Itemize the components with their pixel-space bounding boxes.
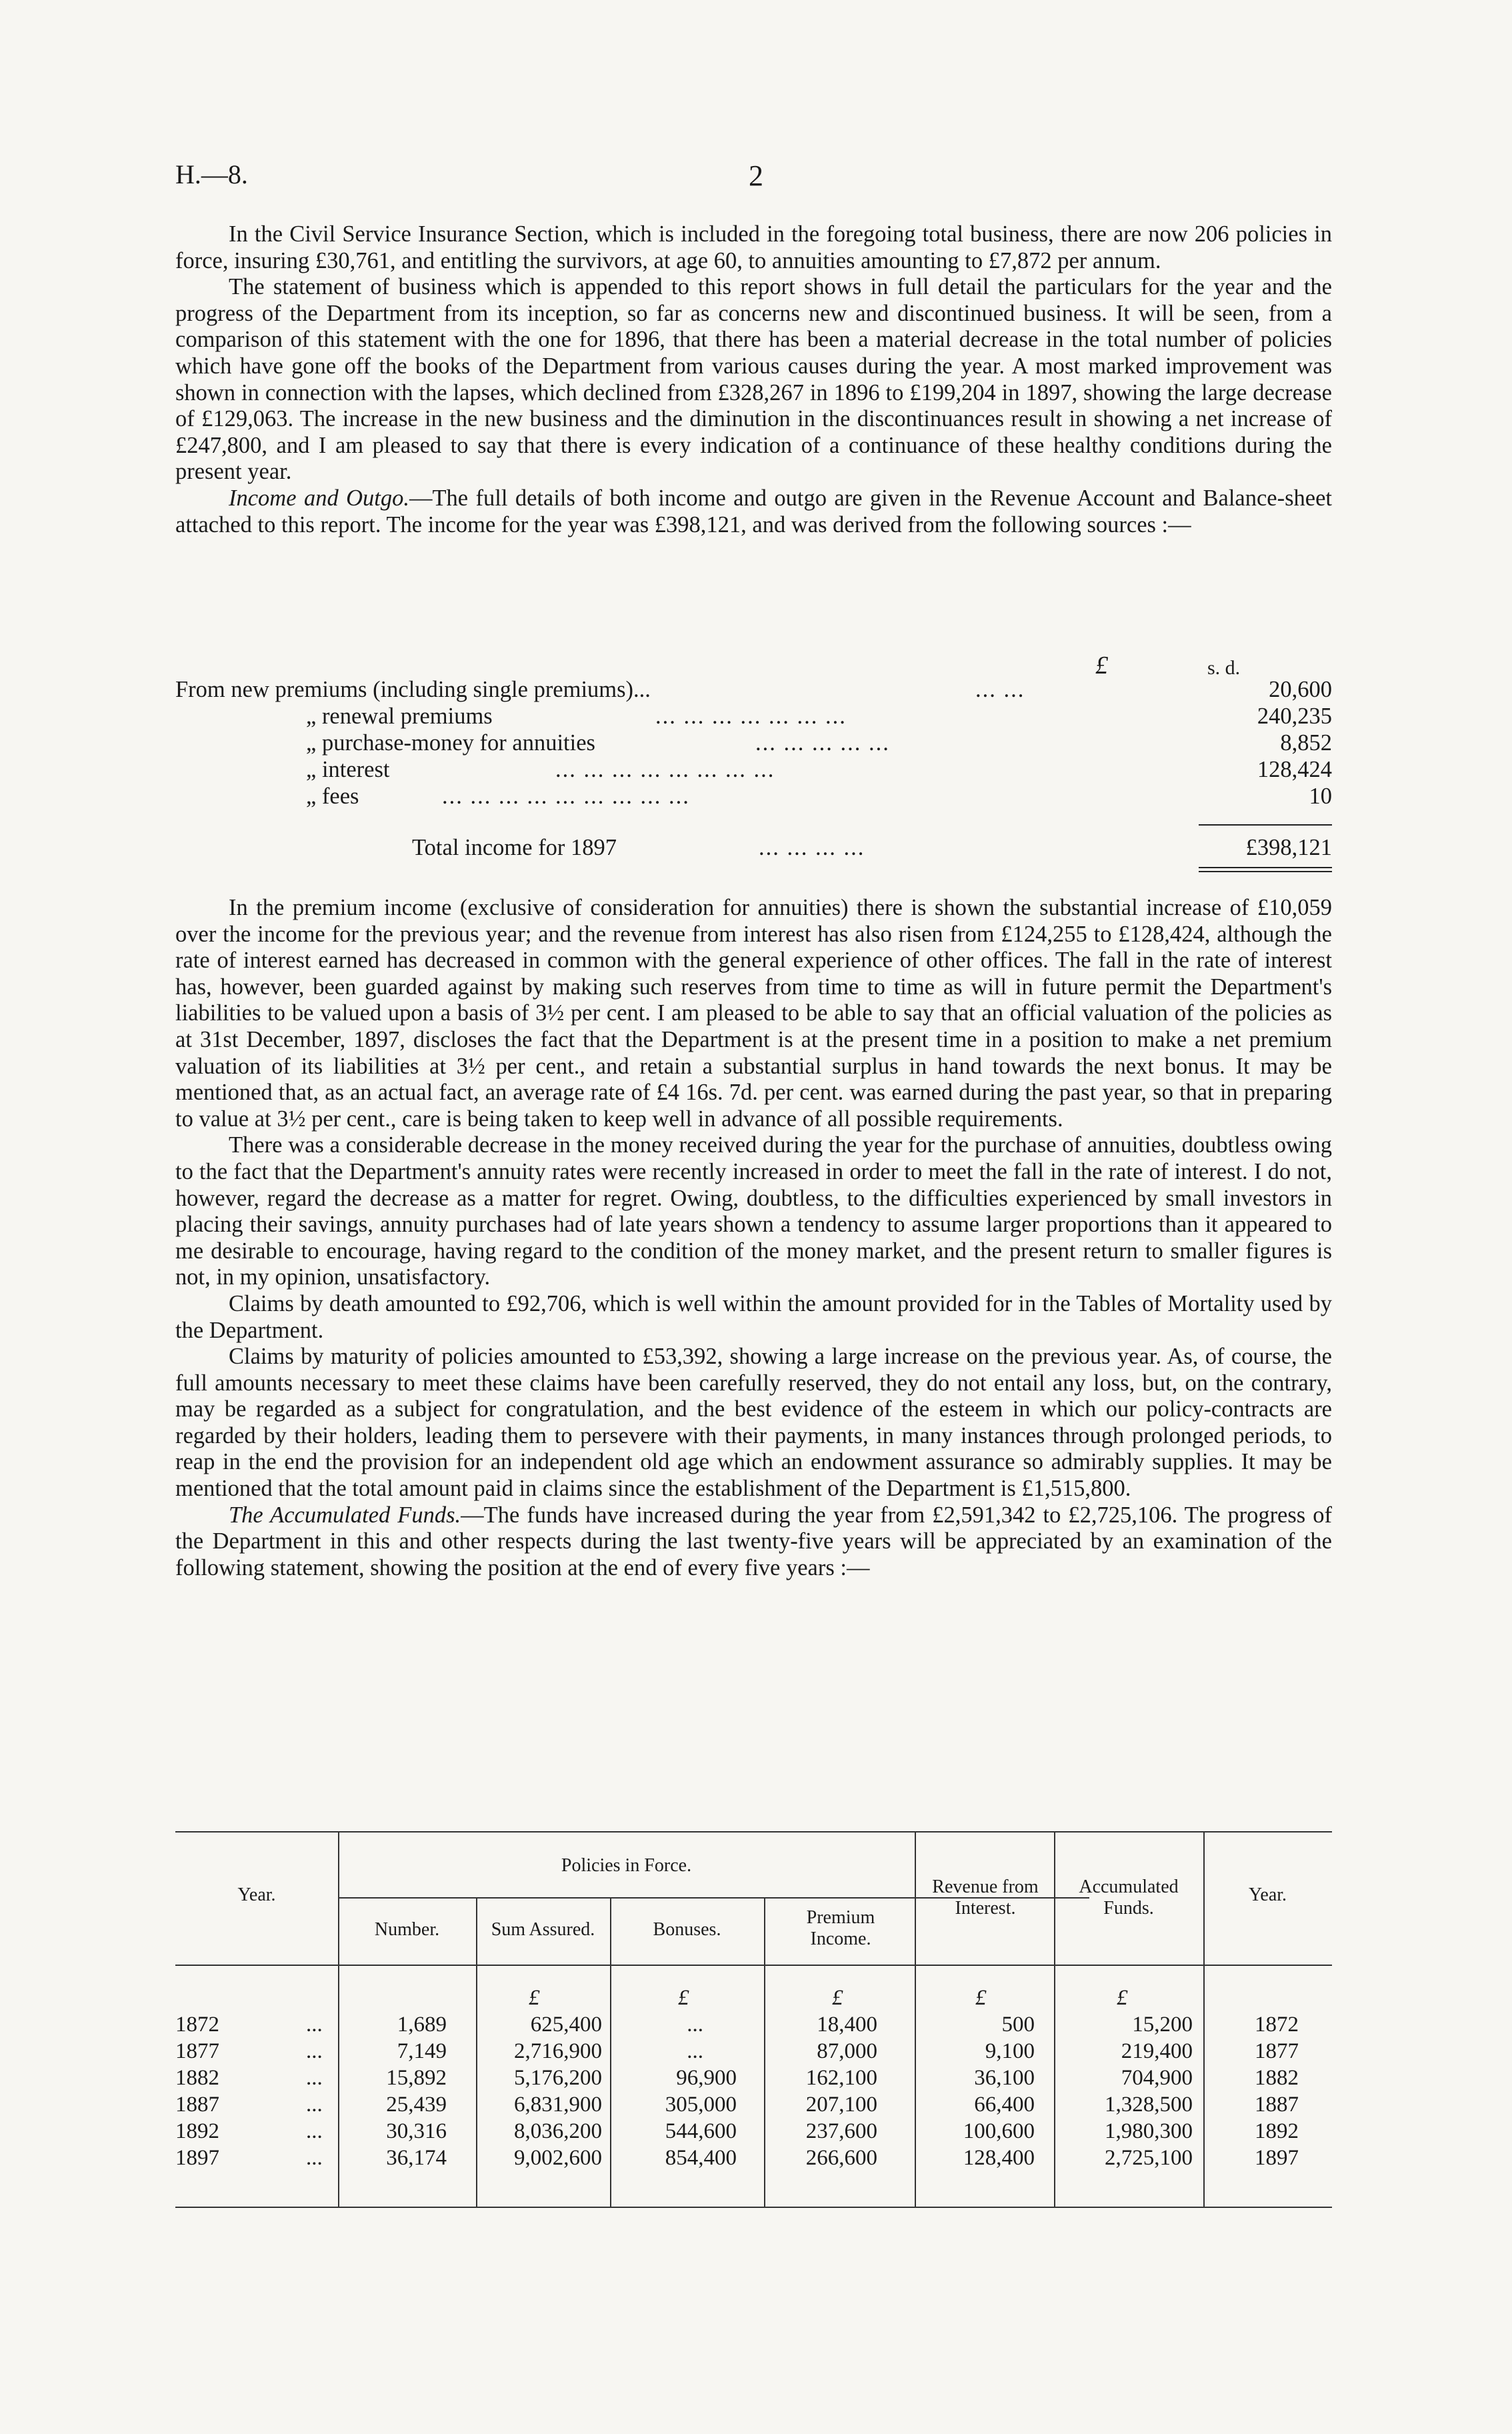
row-bonuses: 305,000 bbox=[665, 2093, 737, 2117]
row-year-right: 1872 bbox=[1255, 2013, 1299, 2037]
row-year: 1887 bbox=[175, 2093, 219, 2117]
header-policies-in-force: Policies in Force. bbox=[561, 1855, 692, 1876]
row-year: 1872 bbox=[175, 2013, 219, 2037]
income-outgo-heading: Income and Outgo. bbox=[229, 485, 409, 511]
header-year: Year. bbox=[237, 1885, 276, 1905]
row-year: 1877 bbox=[175, 2039, 219, 2063]
leader-dots: ... ... ... ... ... ... ... ... bbox=[555, 757, 775, 782]
income-value: 20,600 bbox=[1269, 677, 1332, 702]
leader-dots: ... ... ... ... ... ... ... ... ... bbox=[442, 784, 690, 809]
income-label: „ fees bbox=[306, 784, 359, 809]
row-number: 1,689 bbox=[397, 2013, 447, 2037]
income-row bbox=[175, 703, 1332, 730]
header-number: Number. bbox=[374, 1919, 440, 1940]
row-funds: 704,900 bbox=[1121, 2066, 1193, 2090]
unit-pound: £ bbox=[975, 1986, 987, 2010]
total-income-value: £398,121 bbox=[1245, 835, 1332, 860]
income-label: „ purchase-money for annuities bbox=[306, 730, 595, 756]
total-income-row bbox=[175, 835, 1332, 862]
row-year-right: 1897 bbox=[1255, 2146, 1299, 2170]
row-premium: 18,400 bbox=[817, 2013, 877, 2037]
double-rule-top bbox=[1199, 867, 1332, 868]
row-bonuses: 544,600 bbox=[665, 2119, 737, 2143]
header-revenue-interest: Revenue from Interest. bbox=[932, 1877, 1039, 1919]
row-year-right: 1887 bbox=[1255, 2093, 1299, 2117]
header-accumulated-funds: Accumulated Funds. bbox=[1079, 1877, 1179, 1919]
body-text-top bbox=[175, 221, 1332, 538]
unit-pound: £ bbox=[1117, 1986, 1128, 2010]
row-sum-assured: 625,400 bbox=[530, 2013, 602, 2037]
unit-pound: £ bbox=[832, 1986, 843, 2010]
row-year-right: 1877 bbox=[1255, 2039, 1299, 2063]
row-funds: 15,200 bbox=[1132, 2013, 1193, 2037]
paragraph-claims-death: Claims by death amounted to £92,706, which is well within the amount provided for in the Tables of Mortality used by the Department. bbox=[175, 1290, 1332, 1343]
income-label: From new premiums (including single premiums)... bbox=[175, 677, 651, 702]
document-reference: H.—8. bbox=[175, 159, 248, 189]
row-number: 30,316 bbox=[386, 2119, 447, 2143]
leader-dots: ... ... ... ... bbox=[759, 835, 865, 860]
row-year: 1892 bbox=[175, 2119, 219, 2143]
row-premium: 87,000 bbox=[817, 2039, 877, 2063]
row-funds: 1,980,300 bbox=[1105, 2119, 1193, 2143]
accumulated-funds-text: —The funds have increased during the year from £2,591,342 to £2,725,106. The progress of the Department in this and other respects during the last twenty-five years will be appreciated by an examination of the following statement, showing the position at the end of every five years :— bbox=[175, 1502, 1332, 1580]
row-sum-assured: 2,716,900 bbox=[514, 2039, 602, 2063]
row-year-right: 1882 bbox=[1255, 2066, 1299, 2090]
leader-dots: ... bbox=[306, 2039, 323, 2063]
row-premium: 237,600 bbox=[805, 2119, 877, 2143]
row-bonuses: ... bbox=[687, 2013, 703, 2037]
row-interest: 500 bbox=[1001, 2013, 1035, 2037]
leader-dots: ... ... ... ... ... bbox=[755, 730, 890, 756]
header-year-right: Year. bbox=[1248, 1885, 1287, 1905]
row-year: 1882 bbox=[175, 2066, 219, 2090]
row-year: 1897 bbox=[175, 2146, 219, 2170]
row-bonuses: 854,400 bbox=[665, 2146, 737, 2170]
leader-dots: ... bbox=[306, 2093, 323, 2117]
row-interest: 36,100 bbox=[974, 2066, 1035, 2090]
row-premium: 266,600 bbox=[805, 2146, 877, 2170]
leader-dots: ... bbox=[306, 2146, 323, 2170]
row-sum-assured: 9,002,600 bbox=[514, 2146, 602, 2170]
header-premium-income: Premium Income. bbox=[806, 1907, 875, 1949]
row-year-right: 1892 bbox=[1255, 2119, 1299, 2143]
page-number: 2 bbox=[749, 159, 763, 192]
double-rule-bottom bbox=[1199, 871, 1332, 872]
row-interest: 128,400 bbox=[963, 2146, 1035, 2170]
page-header bbox=[175, 159, 1337, 199]
income-sources bbox=[175, 652, 1332, 810]
paragraph-income-outgo bbox=[175, 485, 1332, 538]
row-premium: 162,100 bbox=[805, 2066, 877, 2090]
header-bonuses: Bonuses. bbox=[653, 1919, 721, 1940]
income-header bbox=[175, 652, 1332, 680]
paragraph-civil-service: In the Civil Service Insurance Section, which is included in the foregoing total business, there are now 206 policies in force, insuring £30,761, and entitling the survivors, at age 60, to annuities amounting to £7,872 per annum. bbox=[175, 221, 1332, 273]
leader-dots: ... bbox=[306, 2066, 323, 2090]
income-value: 10 bbox=[1309, 784, 1332, 809]
paragraph-statement-of-business: The statement of business which is appended to this report shows in full detail the particulars for the year and the progress of the Department from its inception, so far as concerns new and discontinued business. It will be seen, from a comparison of this statement with the one for 1896, that there has been a material decrease in the total number of policies which have gone off the books of the Department from various causes during the year. A most marked improvement was shown in connection with the lapses, which declined from £328,267 in 1896 to £199,204 in 1897, showing the large decrease of £129,063. The increase in the new business and the diminution in the discontinuances result in showing a net increase of £247,800, and I am pleased to say that there is every indication of a continuance of these healthy conditions during the present year. bbox=[175, 274, 1332, 485]
income-label: „ renewal premiums bbox=[306, 704, 493, 729]
row-number: 36,174 bbox=[386, 2146, 447, 2170]
row-number: 7,149 bbox=[397, 2039, 447, 2063]
income-row bbox=[175, 756, 1332, 783]
leader-dots: ... ... ... ... ... ... ... bbox=[655, 704, 847, 729]
income-value: 8,852 bbox=[1280, 730, 1332, 756]
income-row bbox=[175, 676, 1332, 703]
row-number: 25,439 bbox=[386, 2093, 447, 2117]
paragraph-annuities: There was a considerable decrease in the money received during the year for the purchase of annuities, doubtless owing to the fact that the Department's annuity rates were recently increased in order to meet the fall in the rate of interest. I do not, however, regard the decrease as a matter for regret. Owing, doubtless, to the difficulties experienced by small investors in placing their savings, annuity purchases had of late years shown a tendency to assume larger proportions than it appeared to me desirable to encourage, having regard to the condition of the money market, and the present return to smaller figures is not, in my opinion, unsatisfactory. bbox=[175, 1132, 1332, 1290]
leader-dots: ... bbox=[306, 2119, 323, 2143]
sd-column-header: s. d. bbox=[1207, 657, 1241, 679]
table-header-rule bbox=[175, 1965, 1332, 1966]
row-interest: 100,600 bbox=[963, 2119, 1035, 2143]
progress-table bbox=[175, 1831, 1332, 2208]
row-bonuses: ... bbox=[687, 2039, 703, 2063]
total-income-label: Total income for 1897 bbox=[412, 835, 617, 860]
row-interest: 66,400 bbox=[974, 2093, 1035, 2117]
row-funds: 219,400 bbox=[1121, 2039, 1193, 2063]
table-top-rule bbox=[175, 1831, 1332, 1833]
income-value: 240,235 bbox=[1257, 704, 1332, 729]
leader-dots: ... ... bbox=[975, 677, 1025, 702]
row-number: 15,892 bbox=[386, 2066, 447, 2090]
paragraph-premium-income: In the premium income (exclusive of consideration for annuities) there is shown the substantial increase of £10,059 over the income for the previous year; and the revenue from interest has also risen from £124,255 to £128,424, although the rate of interest earned has decreased in common with the general experience of other offices. The fall in the rate of interest has, however, been guarded against by making such reserves from time to time as will in future permit the Department's liabilities to be valued upon a basis of 3½ per cent. I am pleased to be able to say that an official valuation of the policies as at 31st December, 1897, discloses the fact that the Department is at the present time in a position to make a net premium valuation of its liabilities at 3½ per cent., and retain a substantial surplus in hand towards the next bonus. It may be mentioned that, as an actual fact, an average rate of £4 16s. 7d. per cent. was earned during the past year, so that in preparing to value at 3½ per cent., care is being taken to keep well in advance of all possible requirements. bbox=[175, 895, 1332, 1132]
accumulated-funds-heading: The Accumulated Funds. bbox=[229, 1502, 461, 1528]
table-bottom-rule bbox=[175, 2207, 1332, 2208]
unit-pound: £ bbox=[678, 1986, 689, 2010]
paragraph-claims-maturity: Claims by maturity of policies amounted to £53,392, showing a large increase on the previous year. As, of course, the full amounts necessary to meet these claims have been carefully reserved, they do not entail any loss, but, on the contrary, may be regarded as a subject for congratulation, and the best evidence of the esteem in which our policy-contracts are regarded by their holders, leading them to persevere with their payments, in many instances through prolonged periods, to reap in the end the provision for an independent old age which an endowment assurance so admirably supplies. It may be mentioned that the total amount paid in claims since the establishment of the Department is £1,515,800. bbox=[175, 1344, 1332, 1502]
leader-dots: ... bbox=[306, 2013, 323, 2037]
row-sum-assured: 6,831,900 bbox=[514, 2093, 602, 2117]
income-row bbox=[175, 730, 1332, 756]
row-interest: 9,100 bbox=[985, 2039, 1035, 2063]
paragraph-accumulated-funds bbox=[175, 1502, 1332, 1582]
header-sum-assured: Sum Assured. bbox=[491, 1919, 595, 1940]
income-label: „ interest bbox=[306, 757, 390, 782]
row-bonuses: 96,900 bbox=[676, 2066, 737, 2090]
unit-pound: £ bbox=[529, 1986, 540, 2010]
row-premium: 207,100 bbox=[805, 2093, 877, 2117]
row-sum-assured: 8,036,200 bbox=[514, 2119, 602, 2143]
income-row bbox=[175, 783, 1332, 810]
income-outgo-text: —The full details of both income and outgo are given in the Revenue Account and Balance-sheet attached to this report. The income for the year was £398,121, and was derived from the following sources :— bbox=[175, 485, 1332, 537]
body-text-bottom bbox=[175, 895, 1332, 1581]
income-value: 128,424 bbox=[1257, 757, 1332, 782]
pound-column-header: £ bbox=[1095, 652, 1108, 680]
total-rule bbox=[1199, 824, 1332, 826]
row-funds: 2,725,100 bbox=[1105, 2146, 1193, 2170]
row-sum-assured: 5,176,200 bbox=[514, 2066, 602, 2090]
row-funds: 1,328,500 bbox=[1105, 2093, 1193, 2117]
